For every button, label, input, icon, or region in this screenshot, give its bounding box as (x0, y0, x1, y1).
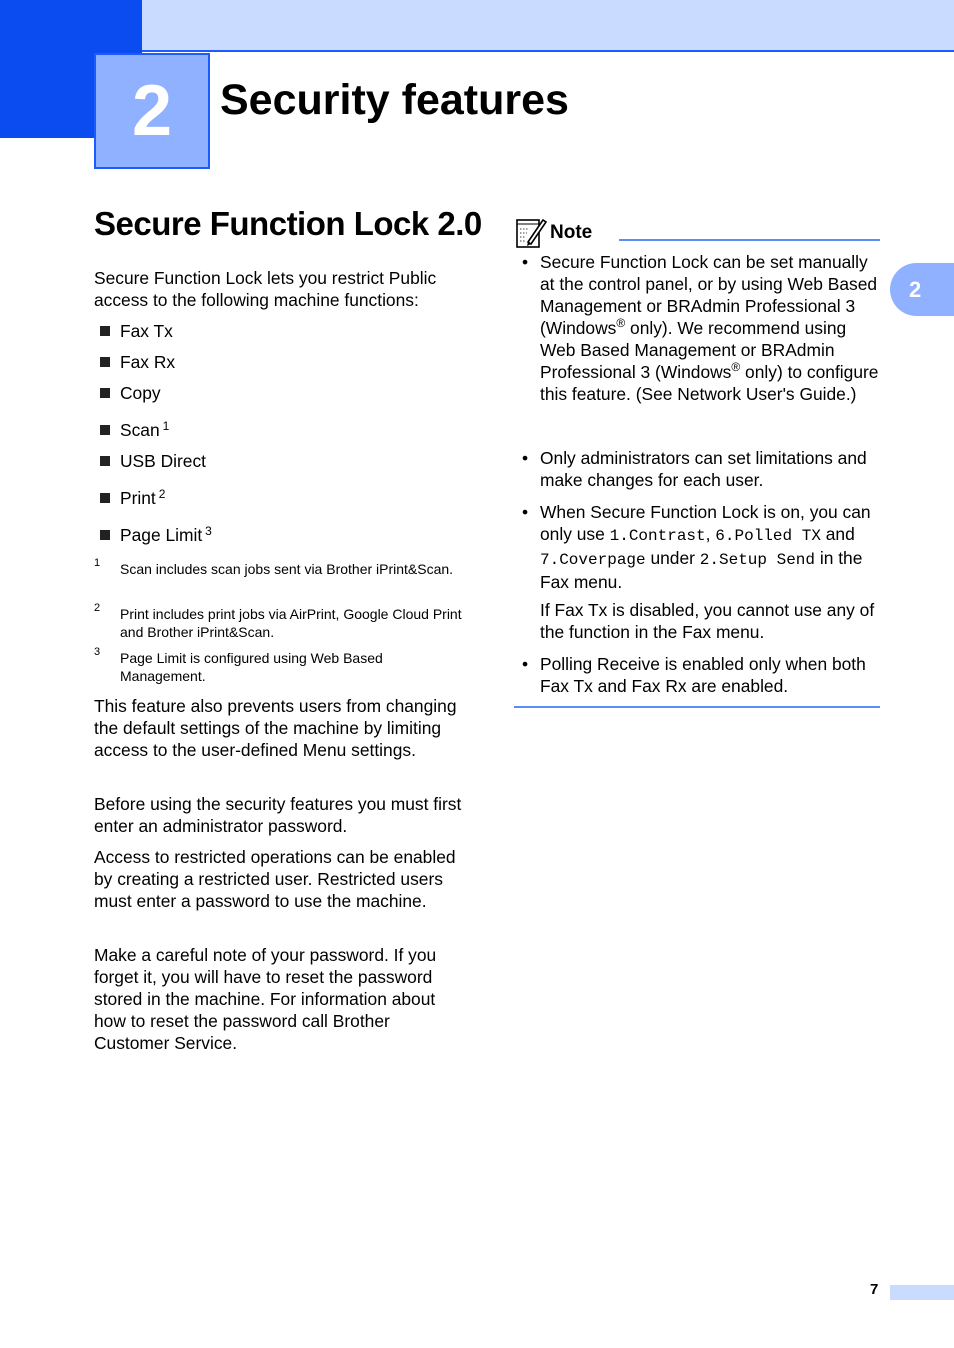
body-paragraph: Before using the security features you must first enter an administrator password. (94, 794, 462, 836)
square-bullet-icon (100, 493, 110, 503)
square-bullet-icon (100, 326, 110, 336)
square-bullet-icon (100, 456, 110, 466)
square-bullet-icon (100, 388, 110, 398)
menu-code: 1.Contrast (609, 527, 706, 545)
footnote-ref: 1 (162, 419, 170, 433)
bullet-dot-icon: • (522, 448, 529, 468)
note-bullet: • When Secure Function Lock is on, you can only use 1.Contrast, 6.Polled TX and 7.Coverpage under 2.Setup Send in the Fax menu. (522, 502, 871, 592)
registered-mark: ® (616, 316, 626, 331)
feature-item: Scan $^1$ (100, 419, 169, 441)
note-bullet: • Polling Receive is enabled only when both Fax Tx and Fax Rx are enabled. (522, 654, 866, 696)
body-paragraph: Access to restricted operations can be enabled by creating a restricted user. Restricted users must enter a password to use the machine. (94, 847, 456, 911)
footnote: 1 Scan includes scan jobs sent via Brother iPrint&Scan. (94, 557, 454, 577)
square-bullet-icon (100, 425, 110, 435)
page-footer-tab (890, 1285, 954, 1300)
bullet-dot-icon: • (522, 502, 529, 522)
note-bottom-rule (514, 706, 880, 708)
footnote: 3 Page Limit is configured using Web Based Management. (94, 646, 383, 684)
bullet-dot-icon: • (522, 654, 529, 674)
feature-item: Fax Rx (100, 352, 175, 373)
section-title: Secure Function Lock 2.0 (94, 205, 482, 242)
menu-code: 2.Setup Send (699, 551, 815, 569)
chapter-number-box: 2 (94, 53, 210, 169)
footnote-ref: 2 (158, 487, 166, 501)
menu-code: 6.Polled TX (715, 527, 821, 545)
square-bullet-icon (100, 530, 110, 540)
note-pad-pencil-icon (514, 215, 548, 249)
note-bullet: • Secure Function Lock can be set manually at the control panel, or by using Web Based Management or BRAdmin Professional 3 (Windows® only). We recommend using Web Based Management or BRAdmin Professional 3 (Windows® only) to configure this feature. (See Network User's Guide.) (522, 252, 879, 404)
chapter-title: Security features (220, 76, 569, 124)
note-top-rule (619, 239, 880, 241)
body-paragraph: Make a careful note of your password. If you forget it, you will have to reset the password stored in the machine. For information about how to reset the password call Brother Customer Service. (94, 945, 437, 1053)
registered-mark: ® (731, 360, 741, 375)
feature-item: Page Limit $^3$ (100, 524, 212, 546)
menu-code: 7.Coverpage (540, 551, 646, 569)
bullet-dot-icon: • (522, 252, 529, 272)
note-bullet: • Only administrators can set limitations and make changes for each user. (522, 448, 867, 490)
feature-item: Copy (100, 383, 161, 404)
page-number: 7 (870, 1281, 879, 1298)
note-label: Note (550, 222, 593, 243)
note-subparagraph: If Fax Tx is disabled, you cannot use any of the function in the Fax menu. (540, 600, 875, 642)
feature-item: USB Direct (100, 451, 206, 472)
feature-item: Fax Tx (100, 321, 173, 342)
intro-paragraph: Secure Function Lock lets you restrict Public access to the following machine functions: (94, 268, 437, 310)
header-band (142, 0, 954, 52)
chapter-side-tab: 2 (890, 263, 954, 316)
feature-item: Print $^2$ (100, 487, 165, 509)
body-paragraph: This feature also prevents users from changing the default settings of the machine by limiting access to the user-defined Menu settings. (94, 696, 457, 760)
footnote: 2 Print includes print jobs via AirPrint, Google Cloud Print and Brother iPrint&Scan. (94, 602, 462, 640)
footnote-ref: 3 (205, 524, 212, 538)
square-bullet-icon (100, 357, 110, 367)
